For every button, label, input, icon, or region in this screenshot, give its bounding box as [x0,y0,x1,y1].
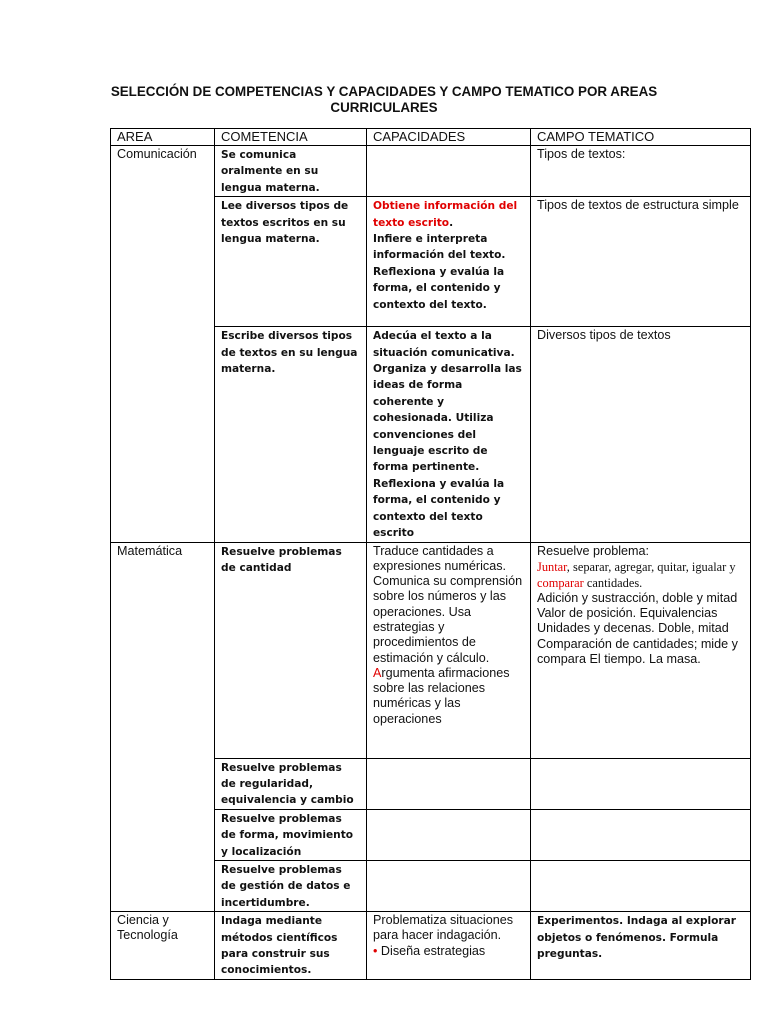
campo-heading: Resuelve problema: [537,543,650,558]
capacidades-text: Infiere e interpreta información del texto. Reflexiona y evalúa la forma, el contenido y contexto del texto. [373,233,506,311]
competencia-cell: Resuelve problemas de cantidad [215,542,367,758]
capacidades-text: rgumenta afirmaciones sobre las relaciones numéricas y las operaciones [373,665,510,726]
table-header-row [111,129,751,146]
campo-tematico-cell: Tipos de textos de estructura simple [531,197,751,327]
page-title: SELECCIÓN DE COMPETENCIAS Y CAPACIDADES Y CAMPO TEMATICO POR AREAS CURRICULARES [110,84,658,115]
capacidades-text: Problematiza situaciones para hacer indagación. [373,913,514,943]
highlighted-capacidad: Obtiene información del texto escrito [373,200,518,229]
competencia-cell: Resuelve problemas de regularidad, equivalencia y cambio [215,758,367,809]
campo-verbs [537,559,744,591]
competencia-cell: Resuelve problemas de forma, movimiento y localización [215,809,367,860]
table-row [111,146,751,197]
campo-tematico-cell [531,758,751,809]
capacidades-cell: Adecúa el texto a la situación comunicativa. Organiza y desarrolla las ideas de forma coherente y cohesionada. Utiliza convenciones del lenguaje escrito de forma pertinente. Reflexiona y evalúa la forma, el contenido y contexto del texto escrito [367,327,531,542]
highlighted-word: Juntar [537,559,567,574]
area-comunicacion: Comunicación [111,146,215,543]
capacidades-text: Diseña estrategias [377,943,486,958]
capacidades-cell [367,542,531,758]
campo-text: , separar, agregar, quitar, igualar y [566,559,736,574]
competencias-table [110,128,751,980]
table-row [111,542,751,758]
highlighted-letter: A [373,665,382,680]
competencia-cell: Indaga mediante métodos científicos para construir sus conocimientos. [215,912,367,980]
capacidades-cell [367,197,531,327]
capacidades-cell [367,860,531,911]
competencia-cell: Lee diversos tipos de textos escritos en su lengua materna. [215,197,367,327]
campo-text: cantidades. [583,575,643,590]
campo-tematico-cell [531,809,751,860]
highlighted-word: comparar [537,575,584,590]
table-row [111,912,751,980]
header-campo-tematico: CAMPO TEMATICO [531,129,751,146]
campo-tematico-cell [531,860,751,911]
capacidades-cell [367,912,531,980]
campo-text: Adición y sustracción, doble y mitad Valor de posición. Equivalencias Unidades y decenas. Doble, mitad Comparación de cantidades; mide y compara El tiempo. La masa. [537,590,738,666]
capacidades-text: Traduce cantidades a expresiones numéricas. Comunica su comprensión sobre los números y las operaciones. Usa estrategias y procedimientos de estimación y cálculo. [373,543,523,665]
capacidades-cell [367,809,531,860]
competencia-cell: Resuelve problemas de gestión de datos e incertidumbre. [215,860,367,911]
capacidades-cell [367,758,531,809]
header-capacidades: CAPACIDADES [367,129,531,146]
campo-tematico-cell: Tipos de textos: [531,146,751,197]
competencia-cell: Escribe diversos tipos de textos en su lengua materna. [215,327,367,542]
campo-tematico-cell [531,542,751,758]
header-area: AREA [111,129,215,146]
campo-tematico-cell: Diversos tipos de textos [531,327,751,542]
capacidades-cell [367,146,531,197]
competencia-cell: Se comunica oralmente en su lengua materna. [215,146,367,197]
period-text: . [449,216,454,229]
area-ciencia-tecnologia: Ciencia y Tecnología [111,912,215,980]
area-matematica: Matemática [111,542,215,912]
header-competencia: COMETENCIA [215,129,367,146]
campo-tematico-cell: Experimentos. Indaga al explorar objetos o fenómenos. Formula preguntas. [531,912,751,980]
bullet-icon: • [373,943,378,958]
